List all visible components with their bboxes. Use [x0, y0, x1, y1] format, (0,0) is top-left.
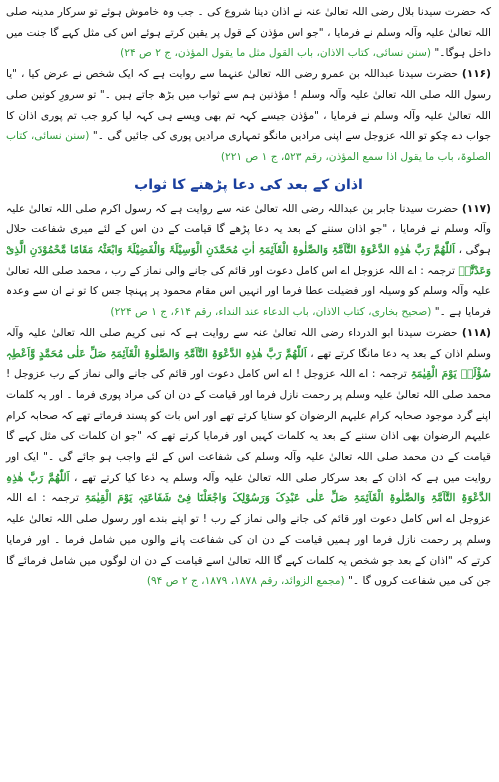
translation-text: ترجمہ : اے اللہ عزوجل ! اے اس کامل دعوت اور قائم کی جانے والی نماز کے رب عزوجل ! محمد صلی اللہ تعالیٰ علیہ وسلم پر رحمت نازل فرما اور قیامت کے دن ان کی مراد پوری فرما ۔ اور یہ کلمات اپنے گرد موجود صحابہ کرام علیہم الرضوان کو سنایا کرتے تھے اور اس بات کو پسند فرماتے تھے کہ صحابہ کرام علیہم الرضوان بھی اذان سننے کے بعد یہ کلمات کہیں اور فرمایا کرتے تھے کہ "جو ان کلمات کی مثل کہے گا قیامت کے دن محمد صلی اللہ تعالیٰ علیہ وآلہ وسلم کی شفاعت اس کے لئے واجب ہو جائے گی ۔" ایک اور روایت میں ہے کہ اذان کے بعد سرکار صلی اللہ تعالیٰ علیہ وآلہ وسلم یہ دعا کیا کرتے تھے ،: [6, 368, 491, 484]
hadith-number: (۱۱۷): [461, 202, 491, 215]
source-reference: (سنن نسائی، کتاب الاذان، باب القول مثل ما یقول المؤذن، ج ۲ ص ۲۴): [120, 47, 431, 60]
translation-text: ترجمہ : اے اللہ عزوجل اے اس کامل دعوت اور قائم کی جانے والی نماز کے رب ! تو اپنے بندے اور رسول صلی اللہ تعالیٰ علیہ وسلم پر رحمت نازل فرما اور ہمیں قیامت کے دن ان کی شفاعت پانے والوں میں شامل فرما ۔ اور فرمایا کرتے کہ "اذان کے بعد جو شخص یہ کلمات کہے گا اللہ تعالیٰ اسے قیامت کے دن ان لوگوں میں شامل فرمائے گا جن کی میں شفاعت کروں گا ۔": [6, 492, 491, 588]
hadith-number: (۱۱۸): [461, 326, 491, 339]
body-text: کہ حضرت سیدنا بلال رضی اللہ تعالیٰ عنہ نے اذان دینا شروع کی ۔ جب وہ خاموش ہوئے تو سرکار مدینہ صلی اللہ تعالیٰ علیہ وآلہ وسلم نے فرمایا ، "جو اس مؤذن کے قول پر یقین کرتے ہوئے اس کی مثل کہے گا جنت میں داخل ہوگا۔": [6, 6, 491, 60]
arabic-dua: اَللّٰھُمَّ رَبَّ ھٰذِہِ الدَّعْوَۃِ التَّآمَّۃِ وَالصَّلٰوۃِ الْقَآئِمَۃِ اٰتِ مُحَمَّدَنِ الْوَسِیْلَۃَ وَالْفَضِیْلَۃَ وَابْعَثْہُ مَقَامًا مَّحْمُوْدَنِ الَّذِیْ وَعَدْتَّہٗ: [6, 244, 491, 277]
source-reference: (صحیح بخاری، کتاب الاذان، باب الدعاء عند النداء، رقم ۶۱۴، ج ۱ ص ۲۲۴): [110, 306, 432, 319]
source-reference: (سنن نسائی، کتاب الصلوۃ، باب ما یقول اذا سمع المؤذن، رقم ۵۲۳، ج ۱ ص ۲۲۱): [6, 130, 491, 163]
hadith-116: [6, 64, 491, 168]
hadith-118: [6, 323, 491, 592]
body-text: حضرت سیدنا جابر بن عبداللہ رضی اللہ تعالیٰ عنہ سے روایت ہے کہ رسول اکرم صلی اللہ تعالیٰ علیہ وآلہ وسلم نے فرمایا ، "جو اذان سننے کے بعد یہ دعا پڑھے گا قیامت کے دن اس کے لئے میری شفاعت حلال ہوگی ،: [6, 202, 491, 257]
body-text: حضرت سیدنا عبداللہ بن عمرو رضی اللہ تعالیٰ عنہما سے روایت ہے کہ ایک شخص نے عرض کیا ، "یا رسول اللہ صلی اللہ تعالیٰ علیہ وآلہ وسلم ! مؤذنین ہم سے ثواب میں بڑھ جاتے ہیں ۔" تو سرورِ کونین صلی اللہ تعالیٰ علیہ وآلہ وسلم نے فرمایا ، "مؤذن جیسے کہہ تم بھی ویسے ہی کہہ لیا کرو جب تم پوری اذان کا جواب دے چکو تو اللہ عزوجل سے اپنی مرادیں مانگو تمہاری مرادیں پوری کی جائیں گی ۔": [6, 68, 491, 143]
hadith-number: (۱۱۶): [461, 68, 491, 81]
body-text: حضرت سیدنا ابو الدرداء رضی اللہ تعالیٰ عنہ سے روایت ہے کہ نبی کریم صلی اللہ تعالیٰ علیہ وآلہ وسلم اذان کے بعد یہ دعا مانگا کرتے تھے ،: [6, 326, 491, 360]
hadith-115-continuation: [6, 2, 491, 64]
translation-text: ترجمہ : اے اللہ عزوجل اے اس کامل دعوت اور قائم کی جانے والی نماز کے رب ، محمد صلی اللہ تعالیٰ علیہ وآلہ وسلم کو وسیلہ اور فضیلت عطا فرما اور انہیں اس مقام محمود پر پہنچا جس کا تو نے ان سے وعدہ فرمایا ہے ۔": [6, 264, 491, 319]
arabic-dua: اَللّٰھُمَّ رَبَّ ھٰذِہِ الدَّعْوَۃِ التَّآمَّۃِ وَالصَّلٰوۃِ الْقَآئِمَۃِ صَلِّ عَلٰی عَبْدِکَ وَرَسُوْلِکَ وَاجْعَلْنَا فِیْ شَفَاعَتِہٖ یَوْمَ الْقِیٰمَۃِ: [6, 471, 491, 505]
arabic-dua: اَللّٰھُمَّ رَبَّ ھٰذِہِ الدَّعْوَۃِ التَّآمَّۃِ وَالصَّلٰوۃِ الْقَآئِمَۃِ صَلِّ عَلٰی مُحَمَّدٍ وَّاَعْطِہٖ سُؤْلَہٗ یَوْمَ الْقِیٰمَۃِ: [6, 347, 491, 381]
section-heading: اذان کے بعد کی دعا پڑھنے کا ثواب: [134, 176, 363, 193]
hadith-117: [6, 199, 491, 323]
source-reference: (مجمع الزوائد، رقم ۱۸۷۸، ۱۸۷۹، ج ۲ ص ۹۴): [146, 575, 345, 588]
